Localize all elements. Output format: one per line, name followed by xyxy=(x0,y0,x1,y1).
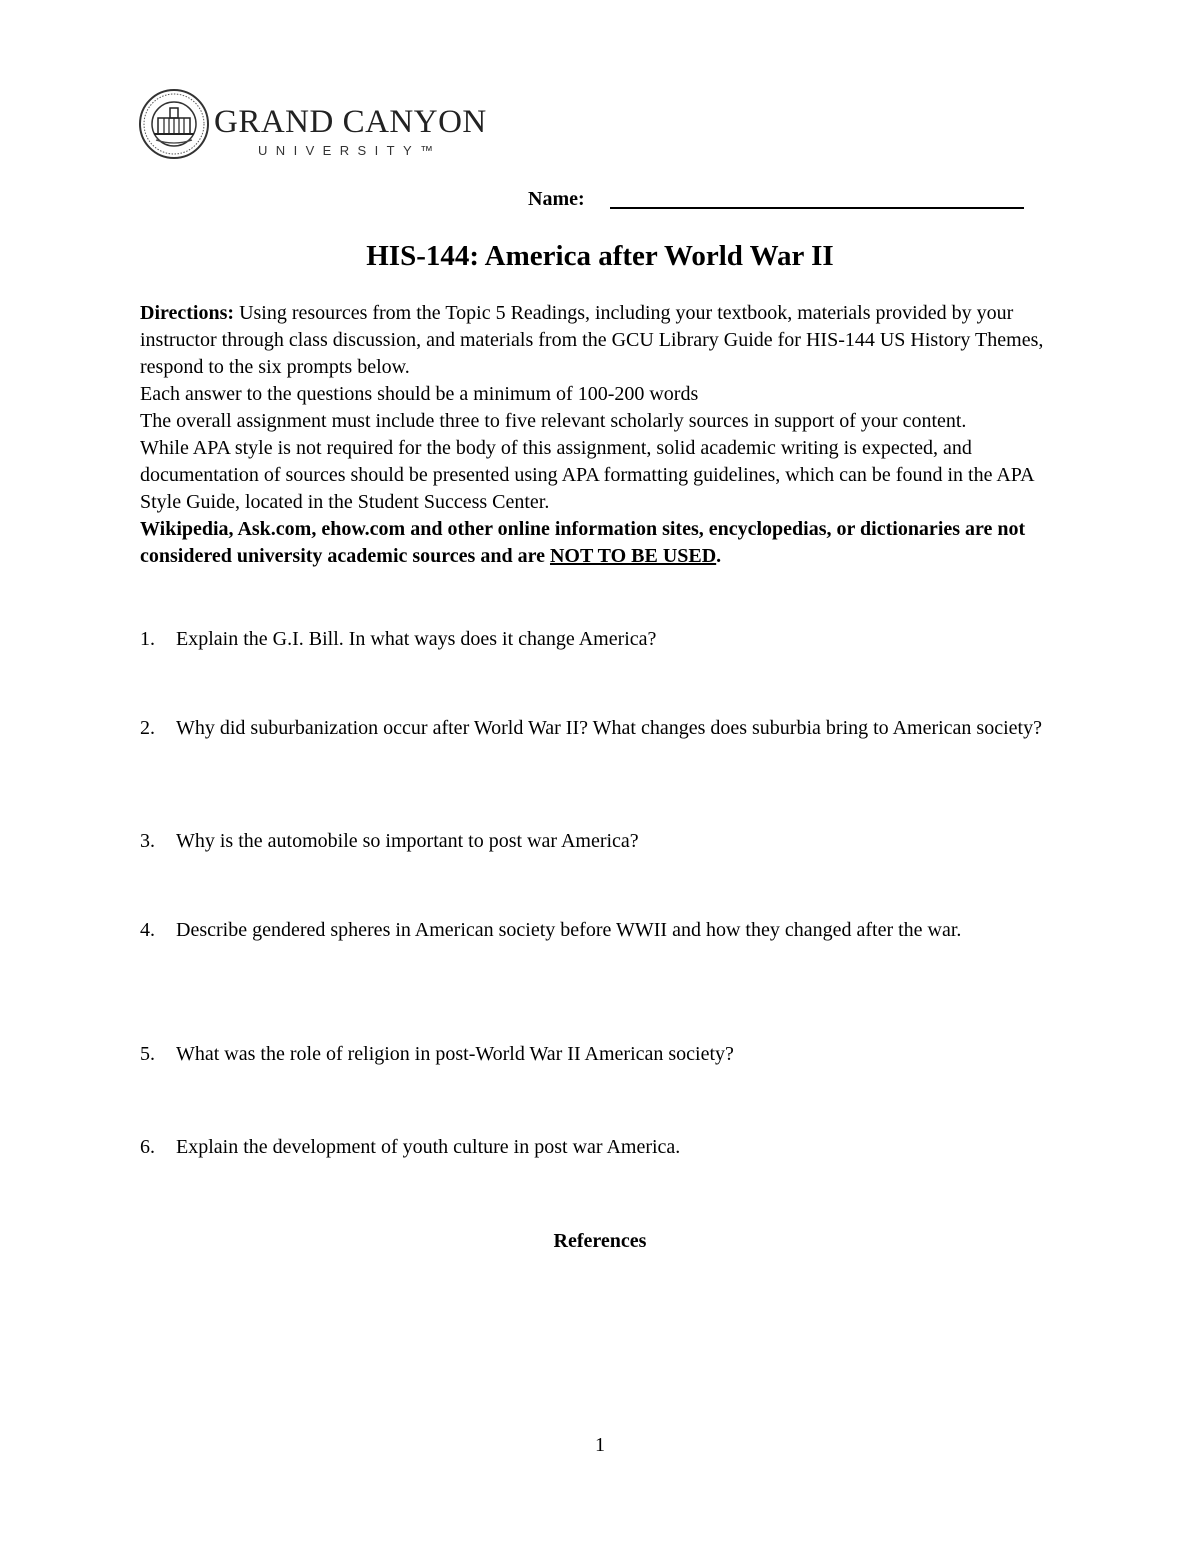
page-number: 1 xyxy=(595,1434,605,1456)
warning-text: Wikipedia, Ask.com, ehow.com and other online information sites, encyclopedias, or dictionaries are not considered university academic sources and are xyxy=(140,518,1026,567)
question-text: Why did suburbanization occur after World War II? What changes does suburbia bring to American society? xyxy=(176,717,1042,739)
question-number: 5. xyxy=(140,1043,155,1065)
directions-word-count: Each answer to the questions should be a minimum of 100-200 words xyxy=(140,383,699,405)
question-2 xyxy=(140,715,1070,742)
question-text: Why is the automobile so important to post war America? xyxy=(176,830,639,852)
question-1 xyxy=(140,626,1070,653)
directions-warning xyxy=(140,516,1070,570)
university-seal-icon xyxy=(138,88,210,160)
directions-text: Using resources from the Topic 5 Readings, including your textbook, materials provided by your instructor through class discussion, and materials from the GCU Library Guide for HIS-144 US History Themes, respond to the six prompts below. xyxy=(140,302,1044,378)
question-number: 4. xyxy=(140,919,155,941)
name-blank-line[interactable] xyxy=(610,207,1024,209)
logo-subtitle: UNIVERSITY™ xyxy=(258,143,442,158)
directions-label: Directions: xyxy=(140,302,235,324)
question-text: Explain the development of youth culture in post war America. xyxy=(176,1136,681,1158)
question-5 xyxy=(140,1041,1070,1068)
directions-paragraph xyxy=(140,300,1070,381)
question-number: 2. xyxy=(140,717,155,739)
directions-sources: The overall assignment must include three to five relevant scholarly sources in support of your content. xyxy=(140,410,967,432)
university-logo xyxy=(138,88,487,162)
question-number: 3. xyxy=(140,830,155,852)
directions-block xyxy=(140,300,1070,570)
name-field xyxy=(528,184,1028,214)
warning-emphasis: NOT TO BE USED xyxy=(549,545,717,567)
question-text: Describe gendered spheres in American society before WWII and how they changed after the war. xyxy=(176,919,962,941)
question-text: What was the role of religion in post-World War II American society? xyxy=(176,1043,734,1065)
question-text: Explain the G.I. Bill. In what ways does it change America? xyxy=(176,628,657,650)
page-title: HIS-144: America after World War II xyxy=(366,240,834,272)
question-4 xyxy=(140,917,1070,944)
question-6 xyxy=(140,1134,1070,1161)
references-heading: References xyxy=(553,1230,647,1252)
question-3 xyxy=(140,828,1070,855)
directions-apa: While APA style is not required for the body of this assignment, solid academic writing is expected, and documentation of sources should be presented using APA formatting guidelines, which can be found in the APA Style Guide, located in the Student Success Center. xyxy=(140,437,1034,513)
name-label: Name: xyxy=(528,188,585,210)
question-number: 6. xyxy=(140,1136,155,1158)
logo-wordmark: GRAND CANYON xyxy=(214,104,487,140)
question-number: 1. xyxy=(140,628,155,650)
warning-end: . xyxy=(716,545,722,567)
